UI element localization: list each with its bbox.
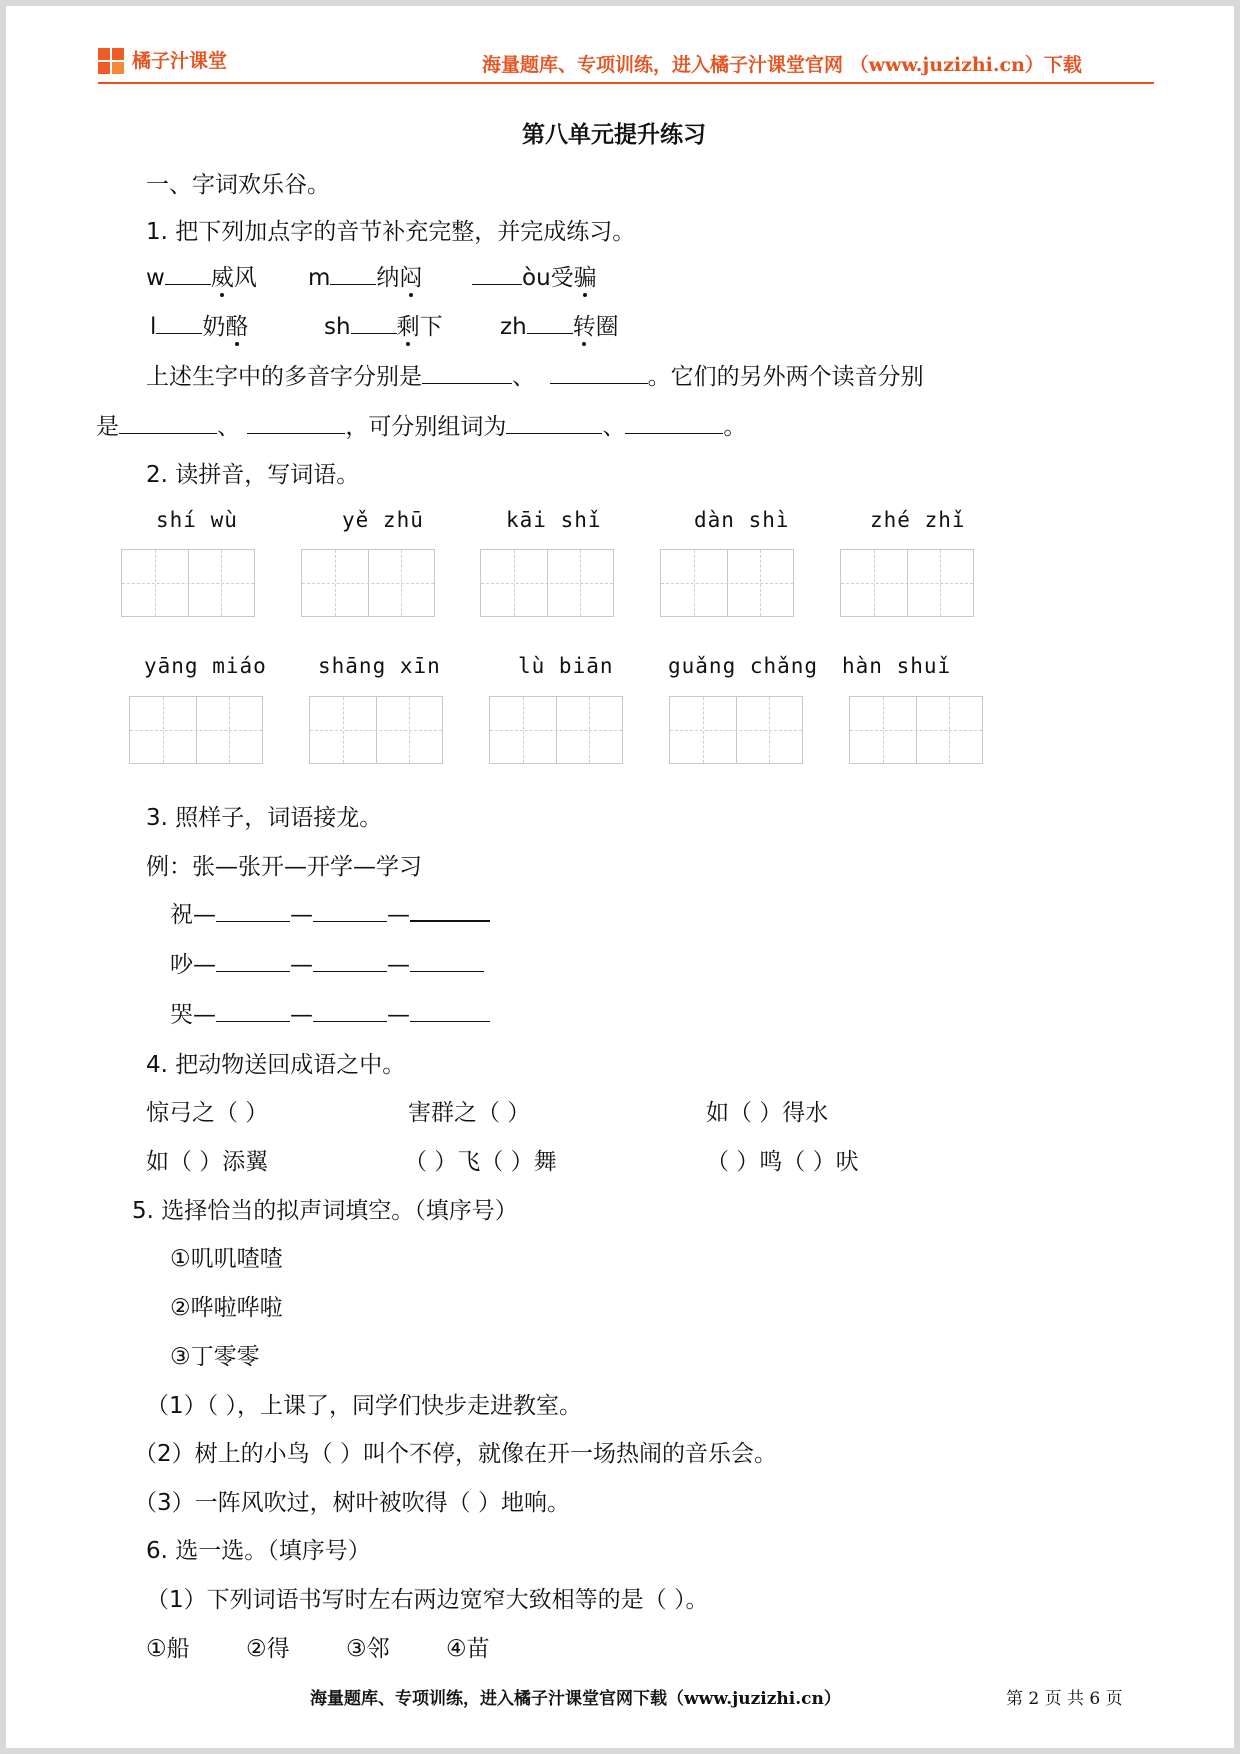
word-char: 纳 <box>376 265 400 291</box>
text: ，可分别组词为 <box>345 414 507 440</box>
option-item: ②哗啦哗啦 <box>170 1295 283 1321</box>
pinyin-label: guǎng chǎng <box>668 654 819 678</box>
pinyin-initial: w <box>146 265 165 291</box>
text: 。 <box>723 414 747 440</box>
option-item: ①叽叽喳喳 <box>170 1246 283 1272</box>
word-char: 奶 <box>202 314 226 340</box>
answer-blank[interactable] <box>216 899 290 922</box>
separator: 、 <box>512 364 535 390</box>
q1-item-4 <box>150 308 248 341</box>
pinyin-label: kāi shǐ <box>506 508 602 532</box>
pinyin-label: shāng xīn <box>318 654 441 678</box>
fill-sentence[interactable]: （2）树上的小鸟（ ）叫个不停，就像在开一场热闹的音乐会。 <box>134 1441 777 1467</box>
answer-blank[interactable] <box>351 311 397 334</box>
answer-blank[interactable] <box>165 262 211 285</box>
answer-blank[interactable] <box>330 262 376 285</box>
word-char: 下 <box>419 314 443 340</box>
writing-grid[interactable] <box>489 696 623 764</box>
q1-item-2 <box>308 259 422 292</box>
idiom-item[interactable]: 如（ ）添翼 <box>146 1149 269 1175</box>
q1-item-6 <box>500 308 619 341</box>
question-1-prompt: 1. 把下列加点字的音节补充完整，并完成练习。 <box>146 219 636 245</box>
page-number: 第 2 页 共 6 页 <box>1006 1689 1123 1709</box>
pinyin-initial: m <box>308 265 331 291</box>
q1-item-3 <box>472 259 597 292</box>
dotted-char: 剩 <box>396 314 420 340</box>
footer-text[interactable]: 海量题库、专项训练，进入橘子汁课堂官网下载（www.juzizhi.cn） <box>310 1689 841 1709</box>
start-char: 祝 <box>170 902 193 928</box>
writing-grid[interactable] <box>301 549 435 617</box>
answer-blank[interactable] <box>422 361 512 384</box>
pinyin-initial: zh <box>500 314 527 340</box>
dash: — <box>193 902 216 928</box>
q1-item-5 <box>324 308 443 341</box>
dash: — <box>193 1002 216 1028</box>
chain-row <box>170 896 490 929</box>
answer-blank[interactable] <box>216 949 290 972</box>
dash: — <box>387 902 410 928</box>
answer-blank[interactable] <box>550 361 648 384</box>
text: 上述生字中的多音字分别是 <box>146 364 422 390</box>
separator: 、 <box>602 414 626 440</box>
dotted-char: 骗 <box>573 265 597 291</box>
answer-blank[interactable] <box>313 999 387 1022</box>
worksheet-page <box>6 6 1234 1748</box>
pinyin-initial: l <box>150 314 157 340</box>
separator: 、 <box>217 414 240 440</box>
start-char: 哭 <box>170 1002 193 1028</box>
dash: — <box>290 902 313 928</box>
idiom-item[interactable]: 害群之（ ） <box>408 1100 531 1126</box>
q1-item-1 <box>146 259 257 292</box>
dash: — <box>290 1002 313 1028</box>
pinyin-label: zhé zhǐ <box>870 508 966 532</box>
q1-line-1 <box>146 358 924 391</box>
fill-sentence[interactable]: （3）一阵风吹过，树叶被吹得（ ）地响。 <box>134 1490 570 1516</box>
pinyin-final: òu <box>522 265 551 291</box>
writing-grid[interactable] <box>309 696 443 764</box>
idiom-item[interactable]: （ ）飞（ ）舞 <box>404 1149 557 1175</box>
pinyin-label: lù biān <box>518 654 614 678</box>
idiom-item[interactable]: 如（ ）得水 <box>706 1100 829 1126</box>
q1-line-2 <box>96 408 746 441</box>
writing-grid[interactable] <box>480 549 614 617</box>
dotted-char: 闷 <box>399 265 423 291</box>
dash: — <box>387 1002 410 1028</box>
idiom-item[interactable]: （ ）鸣（ ）吠 <box>706 1149 859 1175</box>
answer-blank[interactable] <box>247 411 345 434</box>
dash: — <box>290 952 313 978</box>
dotted-char: 威 <box>210 265 234 291</box>
header-slogan[interactable]: 海量题库、专项训练，进入橘子汁课堂官网 （www.juzizhi.cn）下载 <box>482 54 1082 76</box>
writing-grid[interactable] <box>849 696 983 764</box>
writing-grid[interactable] <box>129 696 263 764</box>
question-6-prompt: 6. 选一选。（填序号） <box>146 1538 371 1564</box>
choice-option[interactable]: ③邻 <box>346 1636 390 1662</box>
text: 是 <box>96 414 119 440</box>
dash: — <box>387 952 410 978</box>
text: 。它们的另外两个读音分别 <box>647 364 924 390</box>
answer-blank[interactable] <box>472 262 522 285</box>
word-char: 圈 <box>595 314 619 340</box>
writing-grid[interactable] <box>840 549 974 617</box>
logo-icon <box>98 48 110 60</box>
word-char: 风 <box>233 265 257 291</box>
pinyin-label: dàn shì <box>694 508 790 532</box>
pinyin-label: hàn shuǐ <box>842 654 952 678</box>
logo-icon-part <box>112 48 124 60</box>
writing-grid[interactable] <box>121 549 255 617</box>
dotted-char: 酪 <box>225 314 249 340</box>
choice-question[interactable]: （1）下列词语书写时左右两边宽窄大致相等的是（ ）。 <box>146 1587 709 1613</box>
answer-blank[interactable] <box>410 949 484 972</box>
pinyin-initial: sh <box>324 314 351 340</box>
dotted-char: 转 <box>572 314 596 340</box>
idiom-item[interactable]: 惊弓之（ ） <box>146 1100 269 1126</box>
example-line: 例：张—张开—开学—学习 <box>146 854 422 880</box>
logo-icon-part <box>98 62 110 74</box>
choice-option[interactable]: ④苗 <box>446 1636 490 1662</box>
writing-grid[interactable] <box>669 696 803 764</box>
question-5-prompt: 5. 选择恰当的拟声词填空。（填序号） <box>132 1198 518 1224</box>
pinyin-label: shí wù <box>156 508 238 532</box>
answer-blank[interactable] <box>216 999 290 1022</box>
answer-blank[interactable] <box>625 411 723 434</box>
answer-blank[interactable] <box>119 411 217 434</box>
choice-option[interactable]: ②得 <box>246 1636 290 1662</box>
section-heading: 一、字词欢乐谷。 <box>146 172 330 198</box>
fill-sentence[interactable]: （1）（ ），上课了，同学们快步走进教室。 <box>146 1393 582 1419</box>
answer-blank[interactable] <box>156 311 202 334</box>
word-char: 受 <box>550 265 574 291</box>
pinyin-label: yāng miáo <box>144 654 267 678</box>
answer-blank[interactable] <box>313 899 387 922</box>
question-2-prompt: 2. 读拼音，写词语。 <box>146 462 360 488</box>
dash: — <box>193 952 216 978</box>
writing-grid[interactable] <box>660 549 794 617</box>
question-4-prompt: 4. 把动物送回成语之中。 <box>146 1052 406 1078</box>
pinyin-label: yě zhū <box>342 508 424 532</box>
chain-row <box>170 996 490 1029</box>
chain-row <box>170 946 484 979</box>
header-divider <box>98 82 1154 84</box>
logo-icon-part <box>112 62 124 74</box>
page-title: 第八单元提升练习 <box>522 122 706 148</box>
option-item: ③丁零零 <box>170 1344 260 1370</box>
answer-blank[interactable] <box>410 999 490 1022</box>
start-char: 吵 <box>170 952 193 978</box>
logo-text: 橘子汁课堂 <box>132 50 228 72</box>
answer-blank[interactable] <box>506 411 602 434</box>
answer-blank[interactable] <box>313 949 387 972</box>
question-3-prompt: 3. 照样子，词语接龙。 <box>146 805 383 831</box>
answer-blank[interactable] <box>410 898 490 922</box>
choice-option[interactable]: ①船 <box>146 1636 190 1662</box>
answer-blank[interactable] <box>527 311 573 334</box>
